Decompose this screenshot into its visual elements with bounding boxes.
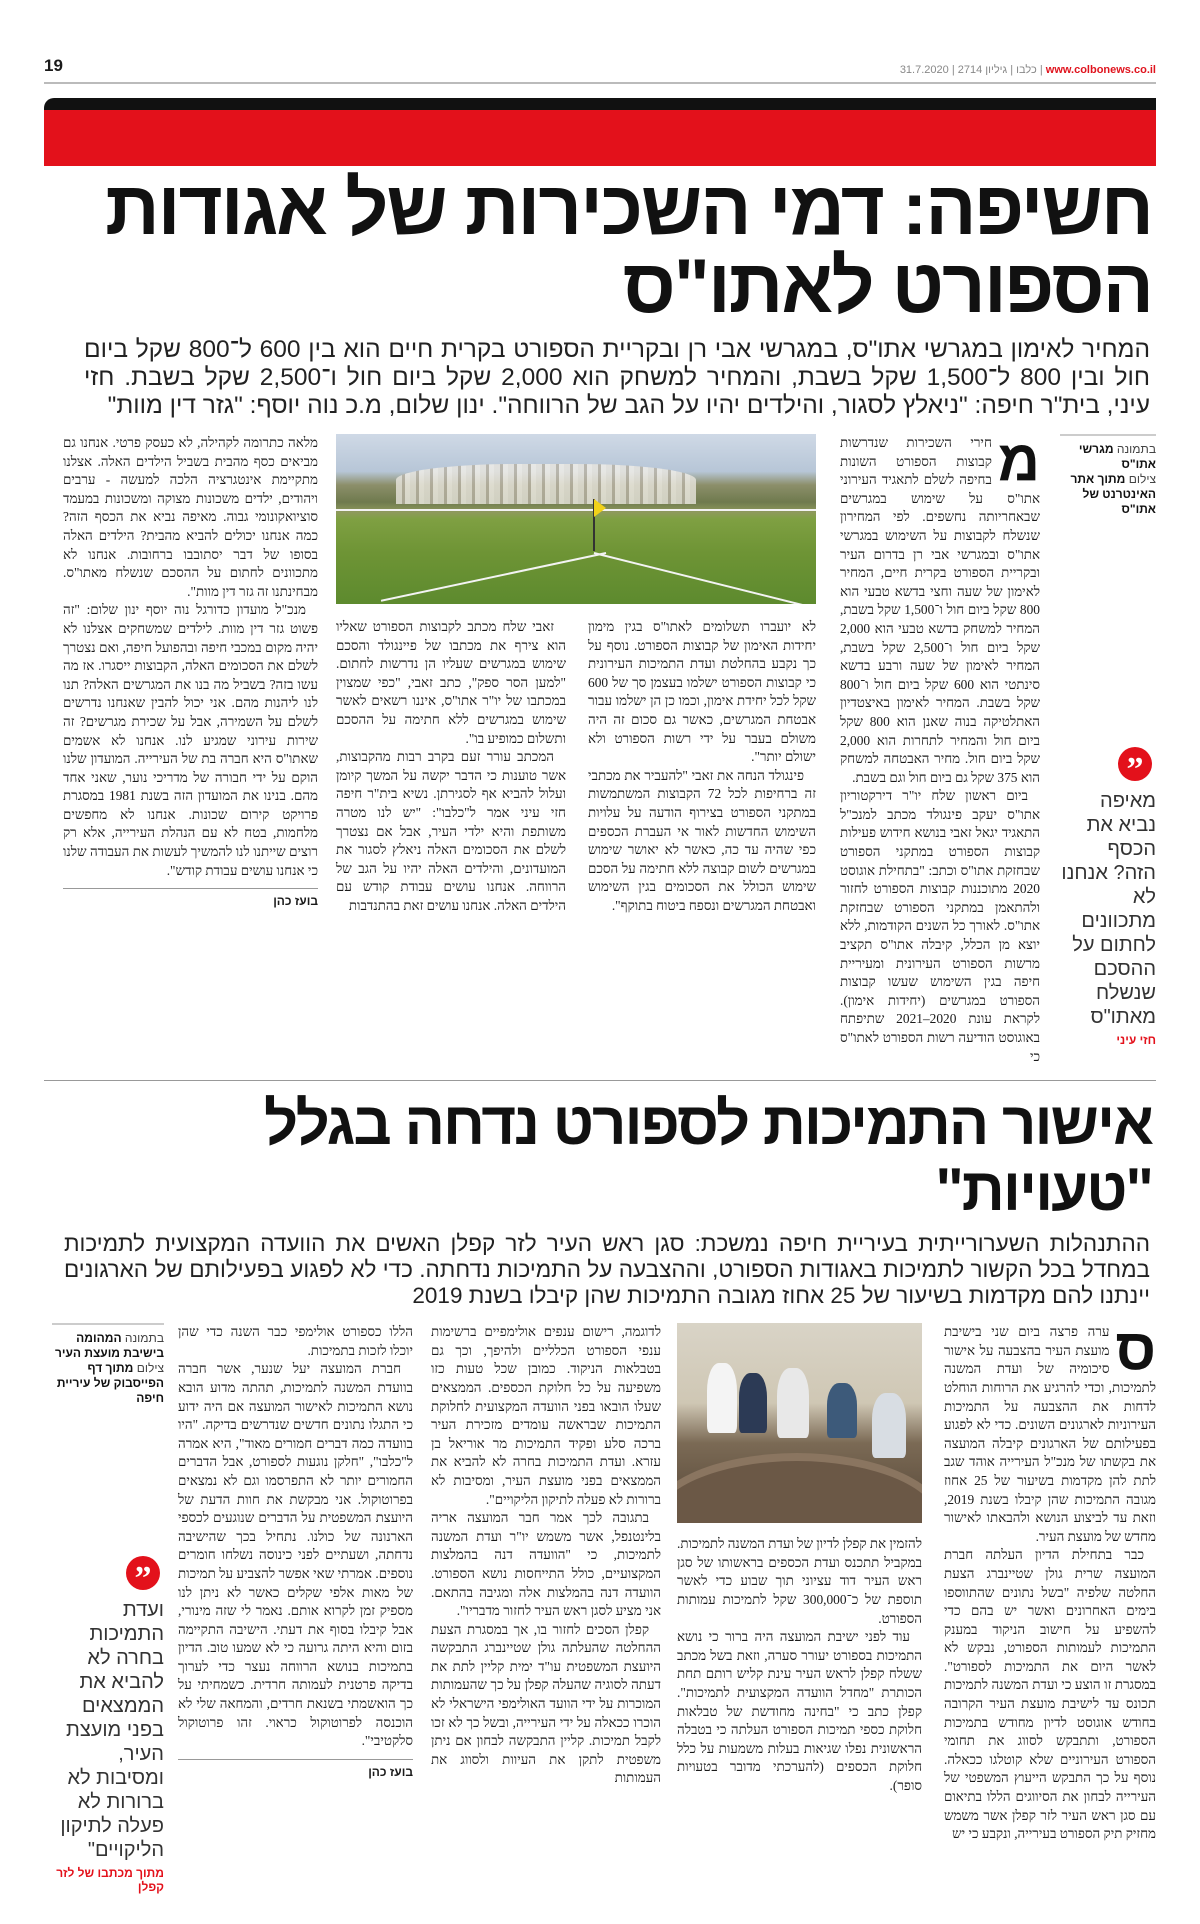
photo-person bbox=[827, 1383, 857, 1438]
article1-sidebar bbox=[1060, 434, 1156, 1047]
caption-subject: מגרשי אתו"ס bbox=[1078, 442, 1156, 471]
article2-column-1 bbox=[944, 1317, 1157, 1844]
publication-name: כלבו bbox=[1016, 64, 1037, 76]
photo-person bbox=[777, 1368, 809, 1438]
masthead-info bbox=[900, 64, 1156, 76]
caption-credit: מתוך דף הפייסבוק של עיריית חיפה bbox=[56, 1361, 164, 1406]
photo-council-table bbox=[677, 1453, 922, 1523]
headline-line-2: הספורט לאתו"ס bbox=[622, 244, 1152, 329]
paragraph: מלאה כתרומה לקהילה, לא כעסק פרטי. אנחנו גם מביאים כסף מהבית בשביל הילדים האלה. אצלנו מתקיימת אינטגרציה הלכה למעשה - ערבים ויהודים, ילדים משכונות מצוקה ומשכונות במעמד סוציואקונומי גבוה. מאיפה נביא את הכסף הזה? כמה אנחנו יכולים להביא מהבית? הילדים האלה בסופו של דבר יסתובבו ברחובות. אנחנו לא מתכוונים לחתום על ההסכם שנשלח מאתו"ס. מבחינתנו זה גזר דין מוות". bbox=[63, 435, 318, 599]
photo-buildings bbox=[396, 464, 696, 504]
paragraph: בתגובה לכך אמר חבר המועצה אריה בלינטנפל, אשר משמש יו"ר ועדת המשנה לתמיכות, כי "הוועדה דנה בהמלצות המקצועיים, כולל התייחסות נושא הספורט. הוועדה דנה בהמלצות אלה ומגיבה בהתאם. אני מציע לסגן ראש העיר לחזור מדבריו". bbox=[431, 1510, 661, 1619]
article1-headline bbox=[44, 166, 1156, 329]
article1-column-4-stack bbox=[63, 434, 318, 908]
article2-photo-caption bbox=[52, 1323, 164, 1406]
article1-column-1 bbox=[840, 428, 1040, 1066]
article1-subheadline: המחיר לאימון במגרשי אתו"ס, במגרשי אבי רן ובקריית הספורט בקרית חיים הוא בין 600 ל־800 שקל ביום חול ובין 800 ל־1,500 שקל בשבת, והמחיר למשחק הוא 2,000 שקל ביום חול ו־2,500 שקל בשבת. חזי עיני, בית"ר חיפה: "ניאלץ לסגור, והילדים יהיו על הגב של הרווחה". ינון שלום, מ.כ נוה יוסף: "גזר דין מוות" bbox=[84, 336, 1150, 419]
paragraph: הללו כספורט אולימפי כבר השנה כדי שהן יוכלו לזכות בתמיכות. bbox=[178, 1324, 413, 1358]
drop-cap: מ bbox=[997, 428, 1040, 493]
article1-photo-caption bbox=[1060, 434, 1156, 517]
caption-label: בתמונה bbox=[124, 1331, 164, 1346]
headline-line-1: חשיפה: דמי השכירות של אגודות bbox=[105, 166, 1152, 251]
article1-column-4 bbox=[63, 434, 318, 880]
article1-column-2 bbox=[588, 618, 816, 916]
photo-person bbox=[707, 1363, 737, 1433]
drop-cap: ס bbox=[1115, 1317, 1156, 1383]
pull-quote-attribution: מתוך מכתבו של לזר קפלן bbox=[56, 1866, 164, 1895]
field-line bbox=[381, 552, 606, 602]
field-line bbox=[336, 509, 816, 511]
paragraph: זאבי שלח מכתב לקבוצות הספורט שאליו הוא צירף את מכתבו של פיינגולד והסכם שימוש במגרשים שעליו הן נדרשות לחתום. "למען הסר ספק", כתב זאבי, "כפי שמצוין במכתבו של יו"ר אתו"ס, איננו רשאים לאשר שימוש במגרשים ללא חתימה על ההסכם ותשלום כמופיע בו". bbox=[336, 619, 566, 746]
paragraph: להזמין את קפלן לדיון של ועדת המשנה לתמיכות. במקביל תתכנס ועדת הכספים בראשותו של סגן ראש העיר דוד עציוני תוך שבוע כדי לאשר תוספת של כ־300,000 שקל לתמיכות עמותות הספורט. bbox=[676, 1536, 922, 1626]
caption-label: צילום bbox=[1128, 472, 1156, 486]
article2-subheadline: ההתנהלות השערורייתית בעיריית חיפה נמשכת: סגן ראש העיר לזר קפלן האשים את הוועדה המקצועית לתמיכות במחדל בכל הקשור לתמיכות באגודות הספורט, וההצבעה על התמיכות נדחתה. כדי לא לפגוע בפעילותם של הארגונים יינתנו להם מקדמות בשיעור של 25 אחוז מגובה התמיכות שהן קיבלו בשנת 2019 bbox=[64, 1231, 1150, 1309]
article1-body bbox=[44, 428, 1156, 1066]
photo-person bbox=[872, 1393, 906, 1458]
issue-date: 31.7.2020 bbox=[899, 64, 949, 76]
paragraph: ביום ראשון שלח יו"ר דירקטוריון אתו"ס יעקב פינגולד מכתב למנכ"ל התאגיד יגאל זאבי בנושא חידוש פעילות קבוצות הספורט במתקני הספורט שבחזקת אתו"ס וכתב: "בתחילת אוגוסט 2020 מתוכננות קבוצות הספורט לחזור ולהתאמן במתקני הספורט שבחזקת אתו"ס. לאורך כל השנים הקודמות, ללא יוצא מן הכלל, קיבלה אתו"ס תקציב מרשות הספורט העירונית ומעיריית חיפה בגין השימוש שעשו קבוצות הספורט במגרשים (יחידות אימון). לקראת עונת 2020–2021 שתיפתח באוגוסט הודיעה רשות הספורט לאתו"ס כי bbox=[840, 788, 1040, 1064]
article2-photo-council-meeting bbox=[677, 1323, 922, 1523]
caption-label: בתמונה bbox=[1116, 442, 1156, 456]
caption-subject: המהומה בישיבת מועצת העיר bbox=[54, 1331, 164, 1361]
paragraph: לדוגמה, רישום ענפים אולימפיים ברשימות ענפי הספורט הכלליים ולהיפך, וכך גם בטבלאות הניקוד. כמובן שכל טעות כזו משפיעה על כל חלוקת הכספים. הממצאים שעלו הובאו בפני הוועדה המקצועית לחלוקת התמיכות שבראשה עומדים מזכירת העיר ברכה סלע ופקיד התמיכות מר אוריאל בן עזרא. ועדת התמיכות בחרה לא להביא את הממצאים בפני מועצת העיר, ומסיבות לא ברורות לא פעלה לתיקון הליקויים". bbox=[431, 1324, 661, 1507]
paragraph: חירי השכירות שנדרשות קבוצות הספורט השונות בחיפה לשלם לתאגיד העירוני אתו"ס על שימוש במגרשים שבאחריותה נחשפים. לפי המחירון שנשלח לקבוצות על השימוש במגרשי אתו"ס ובמגרשי אבי רן בדרום העיר ובקריית הספורט בקרית חיים, המחיר לאימון של שעה וחצי בדשא טבעי הוא 800 שקל ביום חול ו־1,500 שקל בשבת, המחיר למשחק בדשא טבעי הוא 2,000 שקל ביום חול ו־2,500 שקל בשבת, המחיר לאימון של שעה ורבע בדשא סינתטי הוא 600 שקל ביום חול ו־800 שקל בשבת. המחיר לאימון באיצטדיון האתלטיקה בנוה שאנן הוא 800 שקל ביום חול והמחיר לתחרות הוא 2,000 שקל ביום חול. מחיר האבטחה למשחק הוא 375 שקל גם ביום חול וגם בשבת. bbox=[840, 435, 1040, 785]
paragraph: מנכ"ל מועדון כדורגל נוה יוסף ינון שלום: "זה פשוט גזר דין מוות. לילדים שמשחקים אצלנו לא יהיה מקום במכבי חיפה ובהפועל חיפה, ואם נצטרך לשלם את הסכומים האלה, הקבוצות ייסגרו. אז מה עשו בזה? בשביל מה בנו את המגרשים האלה? תנו לנו ליהנות מהם. אני יכול להבין שאנחנו נדרשים לשלם על השמירה, אבל על שכירת מגרשים? זה שירות עירוני שמגיע לנו. אנחנו לא אשמים שאתו"ס היא חברה בת של העירייה. המועדון שלנו הוקם על ידי חבורה של מדריכי נוער, שאני אחד מהם. בנינו את המועדון הזה בשנת 1981 במסגרת פרויקט קירום שכונות. אנחנו לא מחפשים מלחמות, בטח לא עם הנהלת העירייה, אלא רק רוצים שייתנו לנו להמשיך לעשות את העבודה שלנו כי אנחנו עושים עבודת קודש". bbox=[63, 602, 318, 878]
article1-middle-columns bbox=[336, 618, 816, 916]
article2-middle bbox=[677, 1323, 922, 1795]
pull-quote-text: מאיפה נביא את הכסף הזה? אנחנו לא מתכוונים לחתום על ההסכם שנשלח מאתו"ס bbox=[1061, 790, 1156, 1028]
article2-byline: בועז כהן bbox=[178, 1759, 413, 1779]
pull-quote-attribution: חזי עיני bbox=[1116, 1033, 1156, 1047]
issue-number: גיליון 2714 bbox=[957, 64, 1008, 76]
separator: | bbox=[1010, 64, 1014, 76]
article2-column-3 bbox=[431, 1323, 661, 1788]
paragraph: המכתב עורר זעם בקרב רבות מהקבוצות, אשר טוענות כי הדבר יקשה על המשך קיומן ועלול להביא אף לסגירתן. נשיא בית"ר חיפה חזי עיני אמר ל"כלבו": "יש לנו מטרה משותפת והיא ילדי העיר, אבל אם נצטרך לשלם את הסכומים האלה ניאלץ לסגור את המועדונים, והילדים האלה יהיו על הגב של הרווחה. אנחנו עושים עבודת קודש עם הילדים האלה. אנחנו עושים זאת בהתנדבות bbox=[336, 749, 566, 913]
red-banner bbox=[44, 110, 1156, 166]
paragraph: כבר בתחילת הדיון העלתה חברת המועצה שרית גולן שטיינברג הצעת החלטה שלפיה "בשל נתונים שהתווספו בימים האחרונים ואשר יש בהם כדי להשפיע על חישוב הניקוד במענק התמיכות לעמותות הספורט, נבקש לא לאשר היום את התמיכות לספורט". במסגרת זו הוצע כי ועדת המשנה לתמיכות תכונס עד לישיבת מועצת העיר הקרובה בחודש אוגוסט לדיון מחודש בתמיכות הספורט, ותתבקש לסווג את תחומי הספורט העירוניים שלא קוטלגו ככאלה. נוסף על כך התבקש הייעוץ המשפטי של העירייה לבחון את הסיווגים הללו בתיאום עם סגן ראש העיר לזר קפלן אשר משמש מחזיק תיק הספורט בעירייה, ונקבע כי יש bbox=[944, 1547, 1156, 1842]
page-header bbox=[44, 0, 1156, 84]
paragraph: חברת המועצה יעל שנער, אשר חברה בוועדת המשנה לתמיכות, תהתה מדוע הובא נושא התמיכות לאישור המועצה אם היה ידוע כי התגלו נתונים חדשים שנדרשים בדיקה. "היו בוועדה כמה דברים חמורים מאוד", היא אמרה ל"כלבו", "חלקן נוגעות לספורט, אבל הדברים החמורים יותר לא התפרסמו וגם לא נמצאים בפרוטוקול. אני מבקשת את חוות הדעת של היועצת המשפטית על הדברים שנוגעים לכספי הארנונה של כולנו. נתחיל בכך שהישיבה נדחתה, ושעתיים לפני כינוסה נשלחו חומרים נוספים. אמרתי שאי אפשר להצביע על תמיכות של מאות אלפי שקלים כאשר לא ניתן לנו מספיק זמן לקרוא אותם. נאמר לי שזה מינורי, אבל קיבלו בסוף את דעתי. הישיבה התקיימה בזום והיא היתה גרועה כי לא שמעו טוב. הדיון בתמיכות בנושא הרווחה נעצר כדי לערוך בדיקה פרטנית לעמותה חרדית. כשמחיתי על כך הואשמתי בשנאת חרדים, והמחאה שלי לא הוכנסה לפרוטוקול כראוי. זהו פרוטוקול סלקטיבי". bbox=[178, 1361, 413, 1749]
article2-pull-quote bbox=[52, 1556, 164, 1894]
photo-person bbox=[739, 1373, 767, 1433]
caption-label: צילום bbox=[136, 1361, 164, 1376]
page-number: 19 bbox=[44, 56, 63, 75]
quote-mark-icon: ” bbox=[1118, 747, 1152, 781]
paragraph: קפלן הסכים לחזור בו, אך במסגרת הצעת ההחלטה שהעלתה גולן שטיינברג התבקשה היועצת המשפטית עו"ד ימית קליין לתת את דעתה לסוגיה שהעלה קפלן על כך שהעמותות המוכרות על ידי הוועד האולימפי הישראלי לא הוכרו ככאלה על ידי העירייה, ובשל כך לא זכו לקבל תמיכות. קליין התבקשה לבחון אם ניתן משפטית לתקן את העיוות ולסווג את העמותות bbox=[431, 1621, 661, 1786]
quote-mark-icon: ” bbox=[126, 1556, 160, 1590]
pull-quote-text: ועדת התמיכות בחרה לא להביא את הממצאים בפני מועצת העיר, ומסיבות לא ברורות לא פעלה לתיקון הליקויים" bbox=[60, 1599, 164, 1862]
article1-column-3 bbox=[336, 618, 566, 916]
article1-pull-quote bbox=[1060, 747, 1156, 1047]
article2-column-4-stack bbox=[178, 1323, 413, 1779]
separator: | bbox=[951, 64, 955, 76]
article-divider bbox=[44, 1080, 1156, 1081]
article1-middle bbox=[336, 434, 816, 916]
field-line bbox=[594, 552, 808, 604]
article2-sidebar bbox=[52, 1323, 164, 1894]
separator: | bbox=[1039, 64, 1043, 76]
paragraph: פינגולד הנחה את זאבי "להעביר את מכתבי זה ברחיפות לכל 72 הקבוצות המשתמשות במתקני הספורט בצירוף הודעה על עלויות השימוש החדשות לאור אי העברת הכספים כפי שהיה עד כה, כאשר לא יאושר שימוש במגרשים לשום קבוצה ללא חתימה על הסכם שימוש הכולל את הסכומים בגין השימוש ואבטחת המגרשים ונספח ביטוח בתוקף". bbox=[588, 767, 816, 913]
article2-headline: אישור התמיכות לספורט נדחה בגלל "טעויות" bbox=[263, 1090, 1152, 1224]
paragraph: ערה פרצה ביום שני בישיבת מועצת העיר בהצבעה על אישור סיכומיה של ועדת המשנה לתמיכות, וכדי להרגיע את הרוחות הוחלט לדחות את ההצבעה על התמיכות העירוניות לארגונים השונים. כדי לא לפגוע בפעילותם של הארגונים קיבלה המועצה את בקשתו של מנכ"ל העירייה אוהד שגב לתת להן מקדמות בשיעור של 25 אחוז מגובה התמיכות שהן קיבלו בשנת 2019, וזאת עד לביצוע הנושא ולהבאתו לאישור מחדש של מועצת העיר. bbox=[944, 1324, 1157, 1544]
article2-body bbox=[44, 1317, 1157, 1895]
paragraph: לא יועברו תשלומים לאתו"ס בגין מימון יחידות האימון של קבוצות הספורט. נוסף על כך נקבע בהחלטת ועדת התמיכות העירונית כי קבוצות הספורט ישלמו בעצמן סך של 600 שקל לכל יחידת אימון, וכמו כן הן ישלמו עבור אבטחת המגרשים, כאשר גם סכום זה היה משולם בעבר על ידי רשות הספורט ולא ישולם יותר". bbox=[588, 619, 816, 765]
black-banner bbox=[44, 98, 1156, 110]
article1-byline: בועז כהן bbox=[63, 888, 318, 908]
caption-credit: מתוך אתר האינטרנט של אתו"ס bbox=[1070, 472, 1156, 516]
article2-column-2 bbox=[677, 1535, 922, 1795]
paragraph: עוד לפני ישיבת המועצה היה ברור כי נושא התמיכות בספורט יעורר סערה, וזאת בשל מכתב ששלח קפלן לראש העיר עינת קליש רותם תחת הכותרת "מחדל הוועדה המקצועית לתמיכות". קפלן כתב כי "בחינה מחודשת של טבלאות חלוקת כספי תמיכות הספורט העלתה כי בטבלה הראשונית נפלו שגיאות בעלות משמעות על כלל חלוקת הכספים (להערכתי מדובר בטעויות סופר). bbox=[677, 1629, 922, 1793]
corner-flag bbox=[594, 499, 606, 517]
website-link[interactable]: www.colbonews.co.il bbox=[1045, 64, 1156, 76]
article1-photo-sports-field bbox=[336, 434, 816, 604]
article2-column-4 bbox=[178, 1323, 413, 1751]
